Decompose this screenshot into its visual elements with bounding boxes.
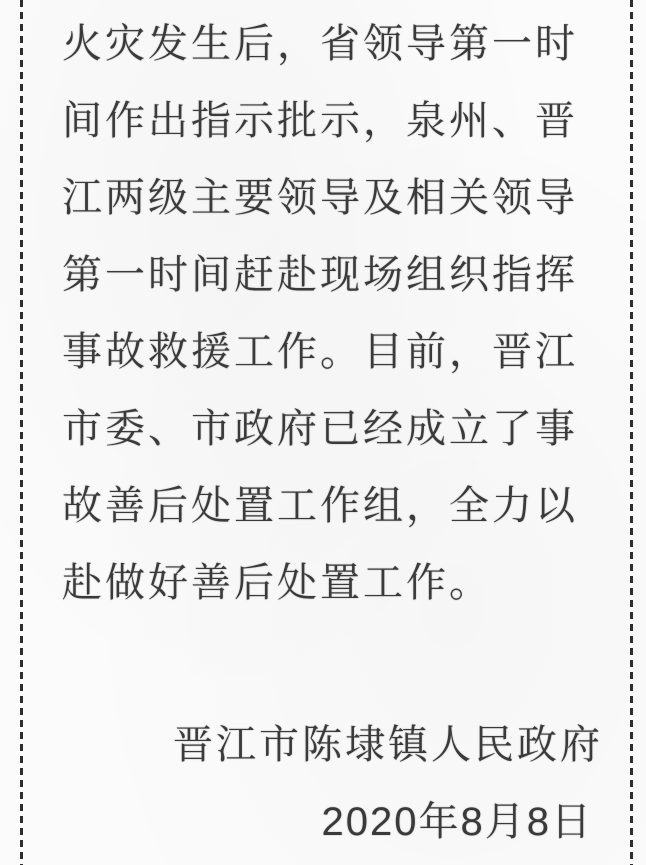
date-line: 2020年8月8日 — [321, 800, 593, 844]
body-text-line: 事故救援工作。目前，晋江 — [62, 330, 578, 374]
body-text-line: 江两级主要领导及相关领导 — [62, 176, 578, 220]
body-text-line: 第一时间赶赴现场组织指挥 — [62, 253, 578, 297]
body-text-line: 市委、市政府已经成立了事 — [62, 407, 578, 451]
body-text-line: 故善后处置工作组，全力以 — [62, 484, 578, 528]
body-text-line: 火灾发生后，省领导第一时 — [62, 22, 578, 66]
signature-line: 晋江市陈埭镇人民政府 — [173, 723, 603, 767]
left-dashed-border — [20, 0, 23, 865]
body-text-line: 间作出指示批示，泉州、晋 — [62, 99, 578, 143]
right-dashed-border — [630, 0, 633, 865]
body-text-line: 赴做好善后处置工作。 — [62, 561, 492, 605]
